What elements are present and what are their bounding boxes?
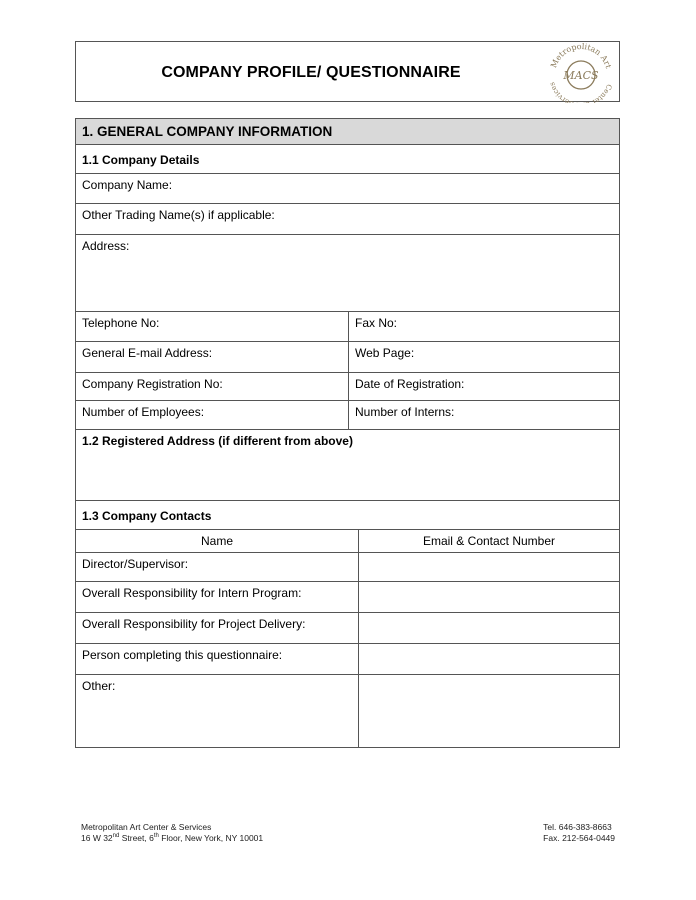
contact-email-cell[interactable] xyxy=(358,644,619,674)
contact-row xyxy=(76,613,619,644)
footer-street-c: Floor, New York, NY 10001 xyxy=(158,833,264,843)
reg-no-label[interactable]: Company Registration No: xyxy=(82,377,223,391)
contact-label[interactable]: Overall Responsibility for Project Delivery: xyxy=(82,617,306,631)
column-email-contact: Email & Contact Number xyxy=(358,530,619,552)
svg-text:Center and Services: Center ervices xyxy=(548,81,614,103)
trading-names-label: Other Trading Name(s) if applicable: xyxy=(82,208,275,222)
trading-names-row[interactable] xyxy=(76,204,619,235)
footer-tel: Tel. 646-383-8663 xyxy=(543,822,612,832)
contact-row xyxy=(76,553,619,582)
contact-row xyxy=(76,582,619,613)
footer-address xyxy=(81,822,263,844)
logo-seal-icon xyxy=(541,42,621,103)
contact-label[interactable]: Other: xyxy=(82,679,116,693)
subsection-title: 1.1 Company Details xyxy=(82,153,200,167)
contact-label[interactable]: Person completing this questionnaire: xyxy=(82,648,283,662)
column-name: Name xyxy=(200,534,233,548)
footer-org: Metropolitan Art Center & Services xyxy=(81,822,212,832)
address-row[interactable] xyxy=(76,235,619,312)
contacts-columns-row xyxy=(76,530,619,553)
email-web-row xyxy=(76,342,619,373)
contact-label[interactable]: Overall Responsibility for Intern Program: xyxy=(82,586,302,600)
contact-row xyxy=(76,644,619,675)
email-label[interactable]: General E-mail Address: xyxy=(82,346,213,360)
registration-row xyxy=(76,373,619,401)
reg-date-label[interactable]: Date of Registration: xyxy=(348,373,619,400)
subsection-header xyxy=(76,145,619,174)
footer-contact xyxy=(543,822,615,844)
fax-label[interactable]: Fax No: xyxy=(348,312,619,341)
contact-row xyxy=(76,675,619,748)
telephone-label[interactable]: Telephone No: xyxy=(82,316,160,330)
employees-row xyxy=(76,401,619,430)
logo xyxy=(541,42,621,103)
page-title: COMPANY PROFILE/ QUESTIONNAIRE xyxy=(161,64,461,81)
company-profile-form xyxy=(75,118,620,748)
svg-text:MACS: MACS xyxy=(563,69,599,82)
company-name-row[interactable] xyxy=(76,174,619,204)
footer-sup-nd: nd xyxy=(112,833,120,839)
footer-sup-th: th xyxy=(153,833,159,839)
contacts-title: 1.3 Company Contacts xyxy=(82,509,212,523)
contact-email-cell[interactable] xyxy=(358,675,619,747)
footer-street xyxy=(81,833,263,844)
footer-street-a: 16 W 32 xyxy=(81,833,113,843)
contacts-header-row xyxy=(76,501,619,530)
interns-label[interactable]: Number of Interns: xyxy=(348,401,619,429)
employees-label[interactable]: Number of Employees: xyxy=(82,405,205,419)
svg-text:Metropolitan Art: Metropolitan Art xyxy=(549,42,613,70)
web-label[interactable]: Web Page: xyxy=(348,342,619,372)
phone-fax-row xyxy=(76,312,619,342)
registered-address-title: 1.2 Registered Address (if different from above) xyxy=(82,434,353,448)
section-header xyxy=(76,119,619,145)
contact-email-cell[interactable] xyxy=(358,582,619,612)
footer-fax: Fax. 212-564-0449 xyxy=(543,833,615,843)
title-box xyxy=(75,41,620,102)
section-title: 1. GENERAL COMPANY INFORMATION xyxy=(76,119,619,144)
company-name-label: Company Name: xyxy=(82,178,173,192)
address-label: Address: xyxy=(82,239,130,253)
contact-email-cell[interactable] xyxy=(358,613,619,643)
footer-street-b: Street, 6 xyxy=(119,833,154,843)
registered-address-row[interactable] xyxy=(76,430,619,501)
contact-label[interactable]: Director/Supervisor: xyxy=(82,557,189,571)
contact-email-cell[interactable] xyxy=(358,553,619,581)
